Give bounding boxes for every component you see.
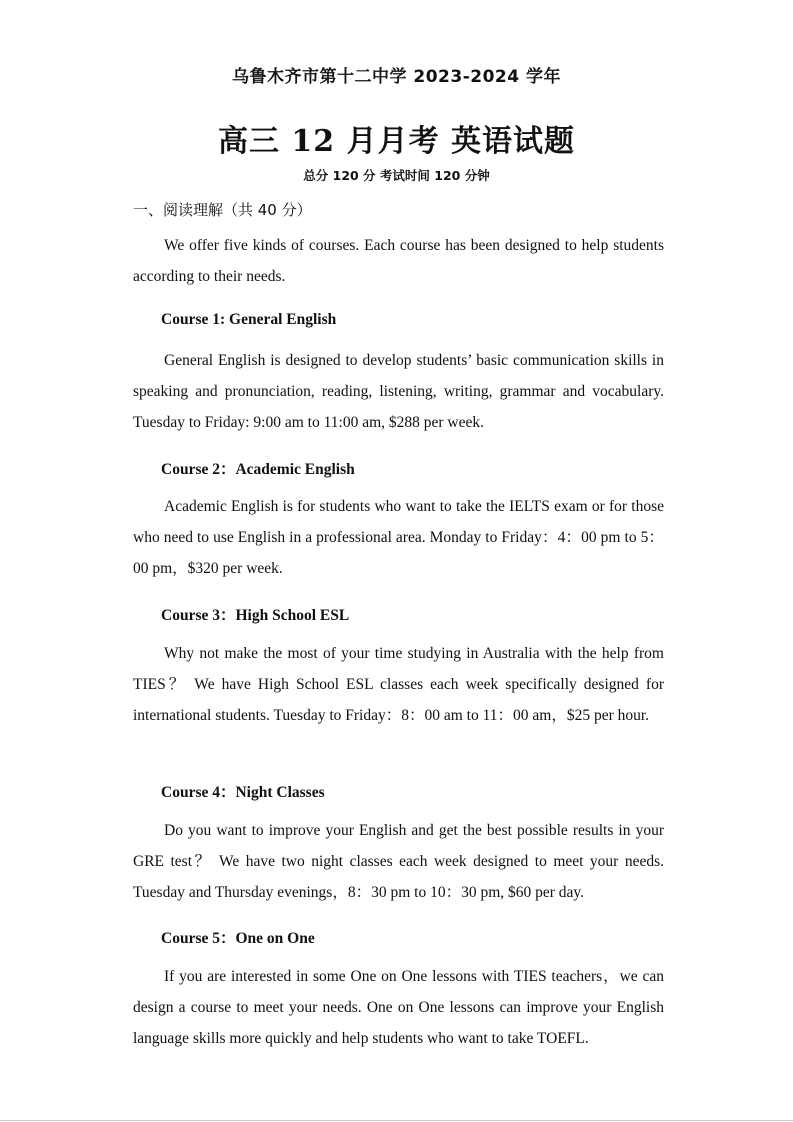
- course-1-paragraph: [133, 345, 664, 439]
- page-title: 高三 12 月月考 英语试题: [217, 124, 576, 159]
- section-heading: 一、阅读理解（共 40 分）: [133, 201, 312, 219]
- intro-paragraph: [133, 230, 664, 292]
- course-5-text: If you are interested in some One on One lessons with TIES teachers，we can design a course to meet your needs. One on One lessons can improve your English language skills more quickly and help students who want to take TOEFL.: [133, 968, 664, 1048]
- school-line: 乌鲁木齐市第十二中学 2023-2024 学年: [231, 67, 562, 87]
- course-2-paragraph: [133, 491, 664, 585]
- course-5-title: Course 5：One on One: [161, 930, 315, 947]
- course-2-title: Course 2：Academic English: [161, 461, 355, 478]
- course-2-text: Academic English is for students who want to take the IELTS exam or for those who need to use English in a professional area. Monday to Friday：4：00 pm to 5：00 pm，$320 per week.: [133, 498, 664, 578]
- course-5-paragraph: [133, 961, 664, 1055]
- course-4-text: Do you want to improve your English and get the best possible results in your GRE test？ We have two night classes each week designed to meet your needs. Tuesday and Thursday evenings，8：30 pm to 10：30 pm, $60 per day.: [133, 822, 664, 902]
- course-3-paragraph: [133, 638, 664, 732]
- intro-text: We offer five kinds of courses. Each course has been designed to help students according to their needs.: [133, 237, 664, 286]
- course-3-text: Why not make the most of your time studying in Australia with the help from TIES？ We have High School ESL classes each week specifically designed for international students. Tuesday to Friday：8：00 am to 11：00 am，$25 per hour.: [133, 645, 664, 725]
- exam-info: 总分 120 分 考试时间 120 分钟: [303, 168, 490, 183]
- course-4-title: Course 4：Night Classes: [161, 784, 325, 801]
- course-4-paragraph: [133, 815, 664, 909]
- course-3-title: Course 3：High School ESL: [161, 607, 350, 624]
- course-1-text: General English is designed to develop students’ basic communication skills in speaking and pronunciation, reading, listening, writing, grammar and vocabulary. Tuesday to Friday: 9:00 am to 11:00 am, $288 per week.: [133, 352, 664, 432]
- course-1-title: Course 1: General English: [161, 311, 337, 328]
- page-bottom-divider: [0, 1120, 793, 1121]
